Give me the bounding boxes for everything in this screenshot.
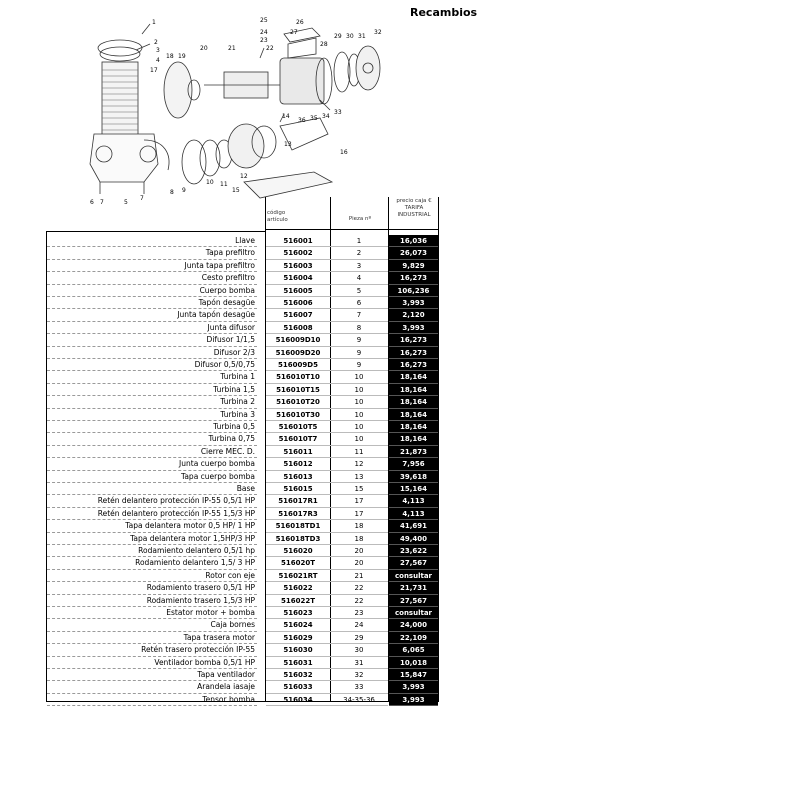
piece-number: 17 bbox=[330, 495, 388, 507]
piece-column-header: Pieza nº bbox=[348, 216, 372, 222]
part-code: 516015 bbox=[266, 483, 330, 495]
piece-number: 24 bbox=[330, 619, 388, 631]
part-code: 516010T30 bbox=[266, 409, 330, 421]
piece-number: 17 bbox=[330, 508, 388, 520]
part-description: Junta tapón desagüe bbox=[47, 309, 257, 321]
piece-number: 13 bbox=[330, 471, 388, 483]
piece-number: 15 bbox=[330, 483, 388, 495]
part-code: 516011 bbox=[266, 446, 330, 458]
svg-text:24: 24 bbox=[260, 29, 268, 36]
price-value: 49,400 bbox=[389, 533, 438, 545]
part-code: 516010T10 bbox=[266, 371, 330, 383]
price-value: 18,164 bbox=[389, 371, 438, 383]
price-value: 16,273 bbox=[389, 347, 438, 359]
svg-text:6: 6 bbox=[90, 199, 94, 206]
table-row bbox=[0, 483, 800, 495]
svg-text:17: 17 bbox=[150, 67, 158, 74]
price-value: 41,691 bbox=[389, 520, 438, 532]
table-row bbox=[0, 508, 800, 520]
svg-text:33: 33 bbox=[334, 109, 342, 116]
part-code: 516033 bbox=[266, 681, 330, 693]
price-value: 21,731 bbox=[389, 582, 438, 594]
price-value: 18,164 bbox=[389, 433, 438, 445]
part-code: 516010T20 bbox=[266, 396, 330, 408]
table-row bbox=[0, 285, 800, 297]
table-row bbox=[0, 644, 800, 656]
price-value: 16,273 bbox=[389, 272, 438, 284]
piece-number: 3 bbox=[330, 260, 388, 272]
part-description: Turbina 2 bbox=[47, 396, 257, 408]
piece-number: 10 bbox=[330, 433, 388, 445]
table-row bbox=[0, 371, 800, 383]
price-value: 18,164 bbox=[389, 384, 438, 396]
table-row bbox=[0, 409, 800, 421]
part-description: Tapa prefiltro bbox=[47, 247, 257, 259]
svg-text:9: 9 bbox=[182, 187, 186, 194]
piece-number: 8 bbox=[330, 322, 388, 334]
table-row bbox=[0, 495, 800, 507]
svg-text:19: 19 bbox=[178, 53, 186, 60]
part-code: 516001 bbox=[266, 235, 330, 247]
price-value: 18,164 bbox=[389, 421, 438, 433]
part-description: Rodamiento delantero 1,5/ 3 HP bbox=[47, 557, 257, 569]
price-value: 27,567 bbox=[389, 557, 438, 569]
price-value: 15,847 bbox=[389, 669, 438, 681]
part-description: Retén delantero protección IP-55 0,5/1 HP bbox=[47, 495, 257, 507]
price-value: 3,993 bbox=[389, 322, 438, 334]
part-description: Turbina 1 bbox=[47, 371, 257, 383]
piece-number: 10 bbox=[330, 371, 388, 383]
svg-text:29: 29 bbox=[334, 33, 342, 40]
part-description: Turbina 0,75 bbox=[47, 433, 257, 445]
part-description: Tapón desagüe bbox=[47, 297, 257, 309]
part-description: Difusor 0,5/0,75 bbox=[47, 359, 257, 371]
part-code: 516009D10 bbox=[266, 334, 330, 346]
code-column-header: código artículo bbox=[267, 210, 288, 223]
price-value: 3,993 bbox=[389, 681, 438, 693]
part-code: 516020 bbox=[266, 545, 330, 557]
part-code: 516022 bbox=[266, 582, 330, 594]
part-code: 516020T bbox=[266, 557, 330, 569]
part-description: Junta cuerpo bomba bbox=[47, 458, 257, 470]
price-value: consultar bbox=[389, 570, 438, 582]
part-code: 516008 bbox=[266, 322, 330, 334]
table-row bbox=[0, 384, 800, 396]
svg-text:31: 31 bbox=[358, 33, 366, 40]
price-value: 23,622 bbox=[389, 545, 438, 557]
table-row bbox=[0, 694, 800, 706]
svg-text:2: 2 bbox=[154, 39, 158, 46]
table-row bbox=[0, 520, 800, 532]
part-description: Retén trasero protección IP-55 bbox=[47, 644, 257, 656]
table-row bbox=[0, 595, 800, 607]
table-row bbox=[0, 322, 800, 334]
svg-text:7: 7 bbox=[100, 199, 104, 206]
part-description: Cuerpo bomba bbox=[47, 285, 257, 297]
part-code: 516002 bbox=[266, 247, 330, 259]
part-description: Rodamiento trasero 0,5/1 HP bbox=[47, 582, 257, 594]
svg-text:12: 12 bbox=[240, 173, 248, 180]
price-value: 39,618 bbox=[389, 471, 438, 483]
svg-text:1: 1 bbox=[152, 19, 156, 26]
table-row bbox=[0, 533, 800, 545]
piece-number: 10 bbox=[330, 421, 388, 433]
part-code: 516006 bbox=[266, 297, 330, 309]
part-description: Ventilador bomba 0,5/1 HP bbox=[47, 657, 257, 669]
svg-text:34: 34 bbox=[322, 113, 330, 120]
piece-number: 34-35-36 bbox=[330, 694, 388, 706]
price-value: 18,164 bbox=[389, 409, 438, 421]
price-column-header: precio caja € TARIFA INDUSTRIAL bbox=[396, 198, 432, 218]
svg-text:27: 27 bbox=[290, 29, 298, 36]
svg-text:13: 13 bbox=[284, 141, 292, 148]
piece-number: 1 bbox=[330, 235, 388, 247]
piece-number: 11 bbox=[330, 446, 388, 458]
price-value: 16,273 bbox=[389, 334, 438, 346]
price-value: 15,164 bbox=[389, 483, 438, 495]
svg-text:3: 3 bbox=[156, 47, 160, 54]
part-description: Junta tapa prefiltro bbox=[47, 260, 257, 272]
part-description: Rodamiento delantero 0,5/1 hp bbox=[47, 545, 257, 557]
part-code: 516018TD1 bbox=[266, 520, 330, 532]
svg-text:36: 36 bbox=[298, 117, 306, 124]
part-code: 516029 bbox=[266, 632, 330, 644]
table-row bbox=[0, 570, 800, 582]
table-row bbox=[0, 632, 800, 644]
part-description: Tapa cuerpo bomba bbox=[47, 471, 257, 483]
part-code: 516017R3 bbox=[266, 508, 330, 520]
svg-text:11: 11 bbox=[220, 181, 228, 188]
svg-text:28: 28 bbox=[320, 41, 328, 48]
part-description: Difusor 1/1,5 bbox=[47, 334, 257, 346]
part-code: 516030 bbox=[266, 644, 330, 656]
piece-number: 10 bbox=[330, 384, 388, 396]
svg-text:4: 4 bbox=[156, 57, 160, 64]
table-row bbox=[0, 396, 800, 408]
part-description: Caja bornes bbox=[47, 619, 257, 631]
table-row bbox=[0, 433, 800, 445]
svg-text:26: 26 bbox=[296, 19, 304, 26]
part-description: Cierre MEC. D. bbox=[47, 446, 257, 458]
piece-number: 10 bbox=[330, 409, 388, 421]
part-description: Base bbox=[47, 483, 257, 495]
table-row bbox=[0, 421, 800, 433]
part-description: Llave bbox=[47, 235, 257, 247]
table-row bbox=[0, 657, 800, 669]
part-description: Difusor 2/3 bbox=[47, 347, 257, 359]
table-row bbox=[0, 235, 800, 247]
piece-number: 20 bbox=[330, 557, 388, 569]
price-value: 2,120 bbox=[389, 309, 438, 321]
table-row bbox=[0, 272, 800, 284]
price-value: 3,993 bbox=[389, 694, 438, 706]
table-row bbox=[0, 260, 800, 272]
part-description: Turbina 0,5 bbox=[47, 421, 257, 433]
svg-text:32: 32 bbox=[374, 29, 382, 36]
svg-text:23: 23 bbox=[260, 37, 268, 44]
price-value: 22,109 bbox=[389, 632, 438, 644]
price-value: 10,018 bbox=[389, 657, 438, 669]
part-code: 516021RT bbox=[266, 570, 330, 582]
table-row bbox=[0, 619, 800, 631]
piece-number: 32 bbox=[330, 669, 388, 681]
svg-text:7: 7 bbox=[140, 195, 144, 202]
svg-text:22: 22 bbox=[266, 45, 274, 52]
table-row bbox=[0, 458, 800, 470]
piece-number: 6 bbox=[330, 297, 388, 309]
svg-text:35: 35 bbox=[310, 115, 318, 122]
piece-number: 30 bbox=[330, 644, 388, 656]
part-description: Rodamiento trasero 1,5/3 HP bbox=[47, 595, 257, 607]
piece-number: 22 bbox=[330, 595, 388, 607]
piece-number: 18 bbox=[330, 520, 388, 532]
svg-text:30: 30 bbox=[346, 33, 354, 40]
part-code: 516005 bbox=[266, 285, 330, 297]
part-code: 516013 bbox=[266, 471, 330, 483]
table-row bbox=[0, 347, 800, 359]
piece-number: 4 bbox=[330, 272, 388, 284]
part-code: 516017R1 bbox=[266, 495, 330, 507]
part-description: Turbina 3 bbox=[47, 409, 257, 421]
table-row bbox=[0, 247, 800, 259]
piece-number: 12 bbox=[330, 458, 388, 470]
price-value: 16,273 bbox=[389, 359, 438, 371]
table-divider bbox=[265, 229, 439, 230]
part-description: Tapa trasera motor bbox=[47, 632, 257, 644]
part-description: Retén delantero protección IP-55 1,5/3 HP bbox=[47, 508, 257, 520]
table-row bbox=[0, 297, 800, 309]
svg-text:15: 15 bbox=[232, 187, 240, 194]
piece-number: 10 bbox=[330, 396, 388, 408]
table-divider bbox=[46, 231, 266, 232]
exploded-pump-diagram bbox=[84, 14, 404, 210]
piece-number: 29 bbox=[330, 632, 388, 644]
table-row bbox=[0, 359, 800, 371]
svg-text:18: 18 bbox=[166, 53, 174, 60]
part-code: 516032 bbox=[266, 669, 330, 681]
table-row bbox=[0, 446, 800, 458]
piece-number: 22 bbox=[330, 582, 388, 594]
svg-text:10: 10 bbox=[206, 179, 214, 186]
part-code: 516009D20 bbox=[266, 347, 330, 359]
price-value: 18,164 bbox=[389, 396, 438, 408]
table-row bbox=[0, 607, 800, 619]
part-code: 516010T7 bbox=[266, 433, 330, 445]
table-row bbox=[0, 471, 800, 483]
svg-text:21: 21 bbox=[228, 45, 236, 52]
price-value: 24,000 bbox=[389, 619, 438, 631]
svg-text:14: 14 bbox=[282, 113, 290, 120]
part-code: 516022T bbox=[266, 595, 330, 607]
piece-number: 18 bbox=[330, 533, 388, 545]
price-value: 106,236 bbox=[389, 285, 438, 297]
page-title: Recambios bbox=[410, 6, 478, 19]
table-row bbox=[0, 545, 800, 557]
price-value: 7,956 bbox=[389, 458, 438, 470]
part-description: Junta difusor bbox=[47, 322, 257, 334]
table-row bbox=[0, 309, 800, 321]
svg-text:16: 16 bbox=[340, 149, 348, 156]
part-code: 516024 bbox=[266, 619, 330, 631]
part-code: 516010T15 bbox=[266, 384, 330, 396]
part-description: Tensor bomba bbox=[47, 694, 257, 706]
part-description: Tapa delantera motor 1,5HP/3 HP bbox=[47, 533, 257, 545]
table-row bbox=[0, 334, 800, 346]
table-row bbox=[0, 557, 800, 569]
part-description: Tapa delantera motor 0,5 HP/ 1 HP bbox=[47, 520, 257, 532]
part-description: Arandela iasaje bbox=[47, 681, 257, 693]
part-code: 516018TD3 bbox=[266, 533, 330, 545]
piece-number: 31 bbox=[330, 657, 388, 669]
part-description: Tapa ventilador bbox=[47, 669, 257, 681]
table-row bbox=[0, 669, 800, 681]
table-row bbox=[0, 582, 800, 594]
part-code: 516009D5 bbox=[266, 359, 330, 371]
price-value: consultar bbox=[389, 607, 438, 619]
price-value: 26,073 bbox=[389, 247, 438, 259]
price-value: 3,993 bbox=[389, 297, 438, 309]
piece-number: 7 bbox=[330, 309, 388, 321]
price-value: 4,113 bbox=[389, 495, 438, 507]
part-code: 516010T5 bbox=[266, 421, 330, 433]
part-code: 516003 bbox=[266, 260, 330, 272]
part-description: Turbina 1,5 bbox=[47, 384, 257, 396]
piece-number: 20 bbox=[330, 545, 388, 557]
price-value: 27,567 bbox=[389, 595, 438, 607]
part-code: 516012 bbox=[266, 458, 330, 470]
svg-text:25: 25 bbox=[260, 17, 268, 24]
part-description: Cesto prefiltro bbox=[47, 272, 257, 284]
piece-number: 23 bbox=[330, 607, 388, 619]
part-code: 516007 bbox=[266, 309, 330, 321]
price-value: 9,829 bbox=[389, 260, 438, 272]
svg-text:5: 5 bbox=[124, 199, 128, 206]
part-code: 516031 bbox=[266, 657, 330, 669]
part-code: 516034 bbox=[266, 694, 330, 706]
piece-number: 9 bbox=[330, 347, 388, 359]
piece-number: 2 bbox=[330, 247, 388, 259]
part-code: 516023 bbox=[266, 607, 330, 619]
piece-number: 9 bbox=[330, 359, 388, 371]
part-description: Estator motor + bomba bbox=[47, 607, 257, 619]
svg-text:20: 20 bbox=[200, 45, 208, 52]
price-value: 21,873 bbox=[389, 446, 438, 458]
piece-number: 33 bbox=[330, 681, 388, 693]
piece-number: 21 bbox=[330, 570, 388, 582]
price-value: 4,113 bbox=[389, 508, 438, 520]
piece-number: 9 bbox=[330, 334, 388, 346]
table-row bbox=[0, 681, 800, 693]
part-code: 516004 bbox=[266, 272, 330, 284]
piece-number: 5 bbox=[330, 285, 388, 297]
price-value: 16,036 bbox=[389, 235, 438, 247]
price-value: 6,065 bbox=[389, 644, 438, 656]
part-description: Rotor con eje bbox=[47, 570, 257, 582]
svg-text:8: 8 bbox=[170, 189, 174, 196]
